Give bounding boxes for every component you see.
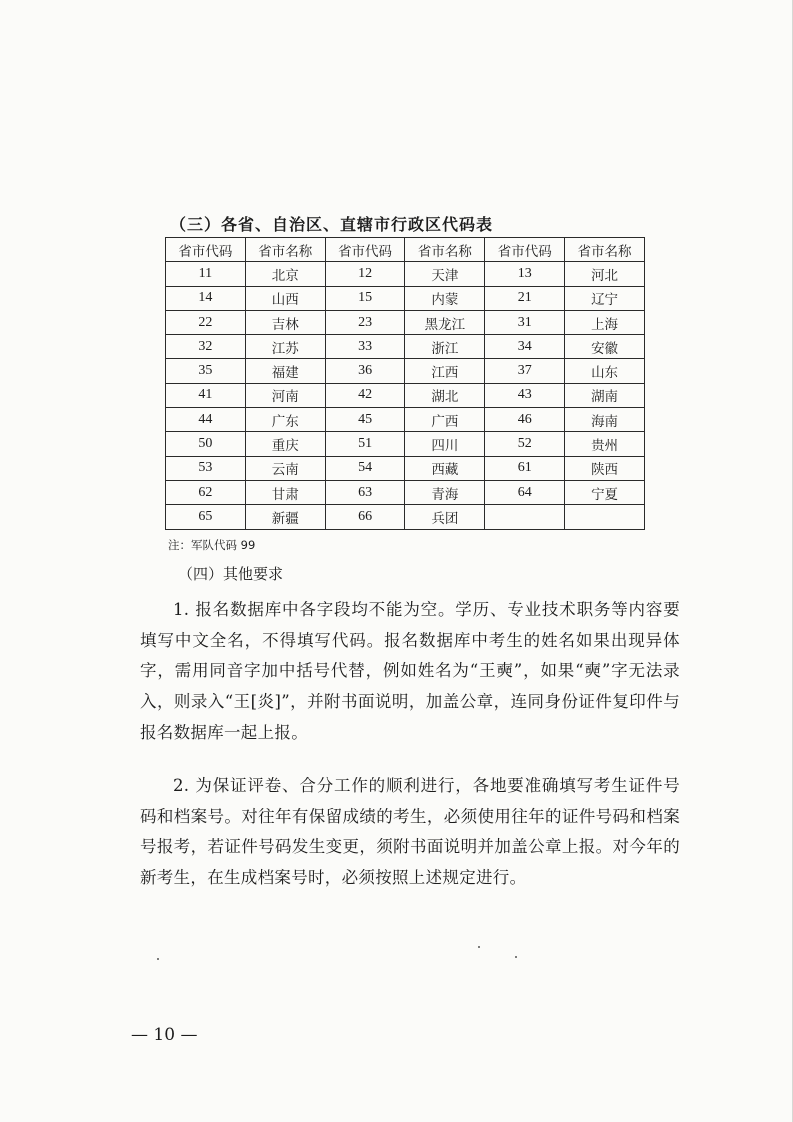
- region-code-cell: 22: [166, 310, 246, 334]
- header-name: 省市名称: [405, 238, 485, 262]
- header-code: 省市代码: [166, 238, 246, 262]
- region-name-cell: 四川: [405, 432, 485, 456]
- region-code-cell: 54: [325, 456, 405, 480]
- region-name-cell: 浙江: [405, 335, 485, 359]
- region-name-cell: 海南: [565, 408, 645, 432]
- region-code-cell: 31: [485, 310, 565, 334]
- region-name-cell: [565, 505, 645, 529]
- table-row: [166, 286, 645, 310]
- scan-speck: [157, 958, 159, 960]
- section-title: （三）各省、自治区、直辖市行政区代码表: [170, 215, 494, 234]
- region-name-cell: 陕西: [565, 456, 645, 480]
- region-name-cell: 广东: [245, 408, 325, 432]
- table-row: [166, 456, 645, 480]
- region-code-cell: 50: [166, 432, 246, 456]
- scan-speck: [478, 946, 480, 948]
- region-name-cell: 山西: [245, 286, 325, 310]
- region-code-cell: 32: [166, 335, 246, 359]
- region-code-cell: 62: [166, 480, 246, 504]
- region-code-cell: 37: [485, 359, 565, 383]
- region-name-cell: 湖北: [405, 383, 485, 407]
- table-row: [166, 383, 645, 407]
- region-name-cell: 甘肃: [245, 480, 325, 504]
- requirement-paragraph-2: 2. 为保证评卷、合分工作的顺利进行，各地要准确填写考生证件号码和档案号。对往年有保留成绩的考生，必须使用往年的证件号码和档案号报考，若证件号码发生变更，须附书面说明并加盖公章上报。对今年的新考生，在生成档案号时，必须按照上述规定进行。: [140, 776, 680, 888]
- region-name-cell: 天津: [405, 262, 485, 286]
- region-code-cell: 43: [485, 383, 565, 407]
- region-name-cell: 云南: [245, 456, 325, 480]
- region-name-cell: 河南: [245, 383, 325, 407]
- region-code-cell: 34: [485, 335, 565, 359]
- region-name-cell: 广西: [405, 408, 485, 432]
- region-name-cell: 西藏: [405, 456, 485, 480]
- region-name-cell: 贵州: [565, 432, 645, 456]
- region-code-cell: 51: [325, 432, 405, 456]
- region-code-cell: 65: [166, 505, 246, 529]
- table-row: [166, 505, 645, 529]
- region-code-cell: 35: [166, 359, 246, 383]
- region-code-cell: 52: [485, 432, 565, 456]
- region-code-cell: 61: [485, 456, 565, 480]
- region-code-cell: 12: [325, 262, 405, 286]
- table-row: [166, 310, 645, 334]
- region-name-cell: 宁夏: [565, 480, 645, 504]
- subsection-title: （四）其他要求: [178, 565, 284, 583]
- region-name-cell: 兵团: [405, 505, 485, 529]
- region-code-cell: 66: [325, 505, 405, 529]
- region-name-cell: 山东: [565, 359, 645, 383]
- region-name-cell: 福建: [245, 359, 325, 383]
- region-name-cell: 湖南: [565, 383, 645, 407]
- table-row: [166, 480, 645, 504]
- region-code-cell: 53: [166, 456, 246, 480]
- table-row: [166, 359, 645, 383]
- region-code-table: [165, 237, 645, 530]
- region-name-cell: 重庆: [245, 432, 325, 456]
- region-code-cell: 13: [485, 262, 565, 286]
- header-name: 省市名称: [245, 238, 325, 262]
- table-row: [166, 432, 645, 456]
- table-header-row: [166, 238, 645, 262]
- region-name-cell: 新疆: [245, 505, 325, 529]
- region-code-cell: [485, 505, 565, 529]
- region-code-cell: 14: [166, 286, 246, 310]
- region-code-cell: 42: [325, 383, 405, 407]
- region-name-cell: 江西: [405, 359, 485, 383]
- table-row: [166, 335, 645, 359]
- header-code: 省市代码: [325, 238, 405, 262]
- region-name-cell: 河北: [565, 262, 645, 286]
- region-code-cell: 21: [485, 286, 565, 310]
- region-code-cell: 36: [325, 359, 405, 383]
- region-code-cell: 23: [325, 310, 405, 334]
- header-code: 省市代码: [485, 238, 565, 262]
- table-row: [166, 262, 645, 286]
- region-code-cell: 63: [325, 480, 405, 504]
- region-name-cell: 北京: [245, 262, 325, 286]
- region-code-cell: 33: [325, 335, 405, 359]
- region-code-cell: 41: [166, 383, 246, 407]
- region-name-cell: 上海: [565, 310, 645, 334]
- page-number: — 10 —: [131, 1025, 198, 1045]
- region-name-cell: 内蒙: [405, 286, 485, 310]
- region-name-cell: 黑龙江: [405, 310, 485, 334]
- header-name: 省市名称: [565, 238, 645, 262]
- region-code-cell: 44: [166, 408, 246, 432]
- region-name-cell: 吉林: [245, 310, 325, 334]
- region-name-cell: 安徽: [565, 335, 645, 359]
- region-code-cell: 46: [485, 408, 565, 432]
- region-name-cell: 江苏: [245, 335, 325, 359]
- requirement-paragraph-1: 1. 报名数据库中各字段均不能为空。学历、专业技术职务等内容要填写中文全名，不得填写代码。报名数据库中考生的姓名如果出现异体字，需用同音字加中括号代替，例如姓名为“王奭”，如果“奭”字无法录入，则录入“王[炎]”，并附书面说明，加盖公章，连同身份证件复印件与报名数据库一起上报。: [140, 600, 680, 742]
- table-body: [166, 262, 645, 529]
- region-code-cell: 11: [166, 262, 246, 286]
- table-row: [166, 408, 645, 432]
- table-note: 注：军队代码 99: [168, 538, 256, 552]
- scan-speck: [515, 956, 517, 958]
- region-name-cell: 青海: [405, 480, 485, 504]
- region-name-cell: 辽宁: [565, 286, 645, 310]
- region-code-cell: 64: [485, 480, 565, 504]
- region-code-cell: 15: [325, 286, 405, 310]
- region-code-cell: 45: [325, 408, 405, 432]
